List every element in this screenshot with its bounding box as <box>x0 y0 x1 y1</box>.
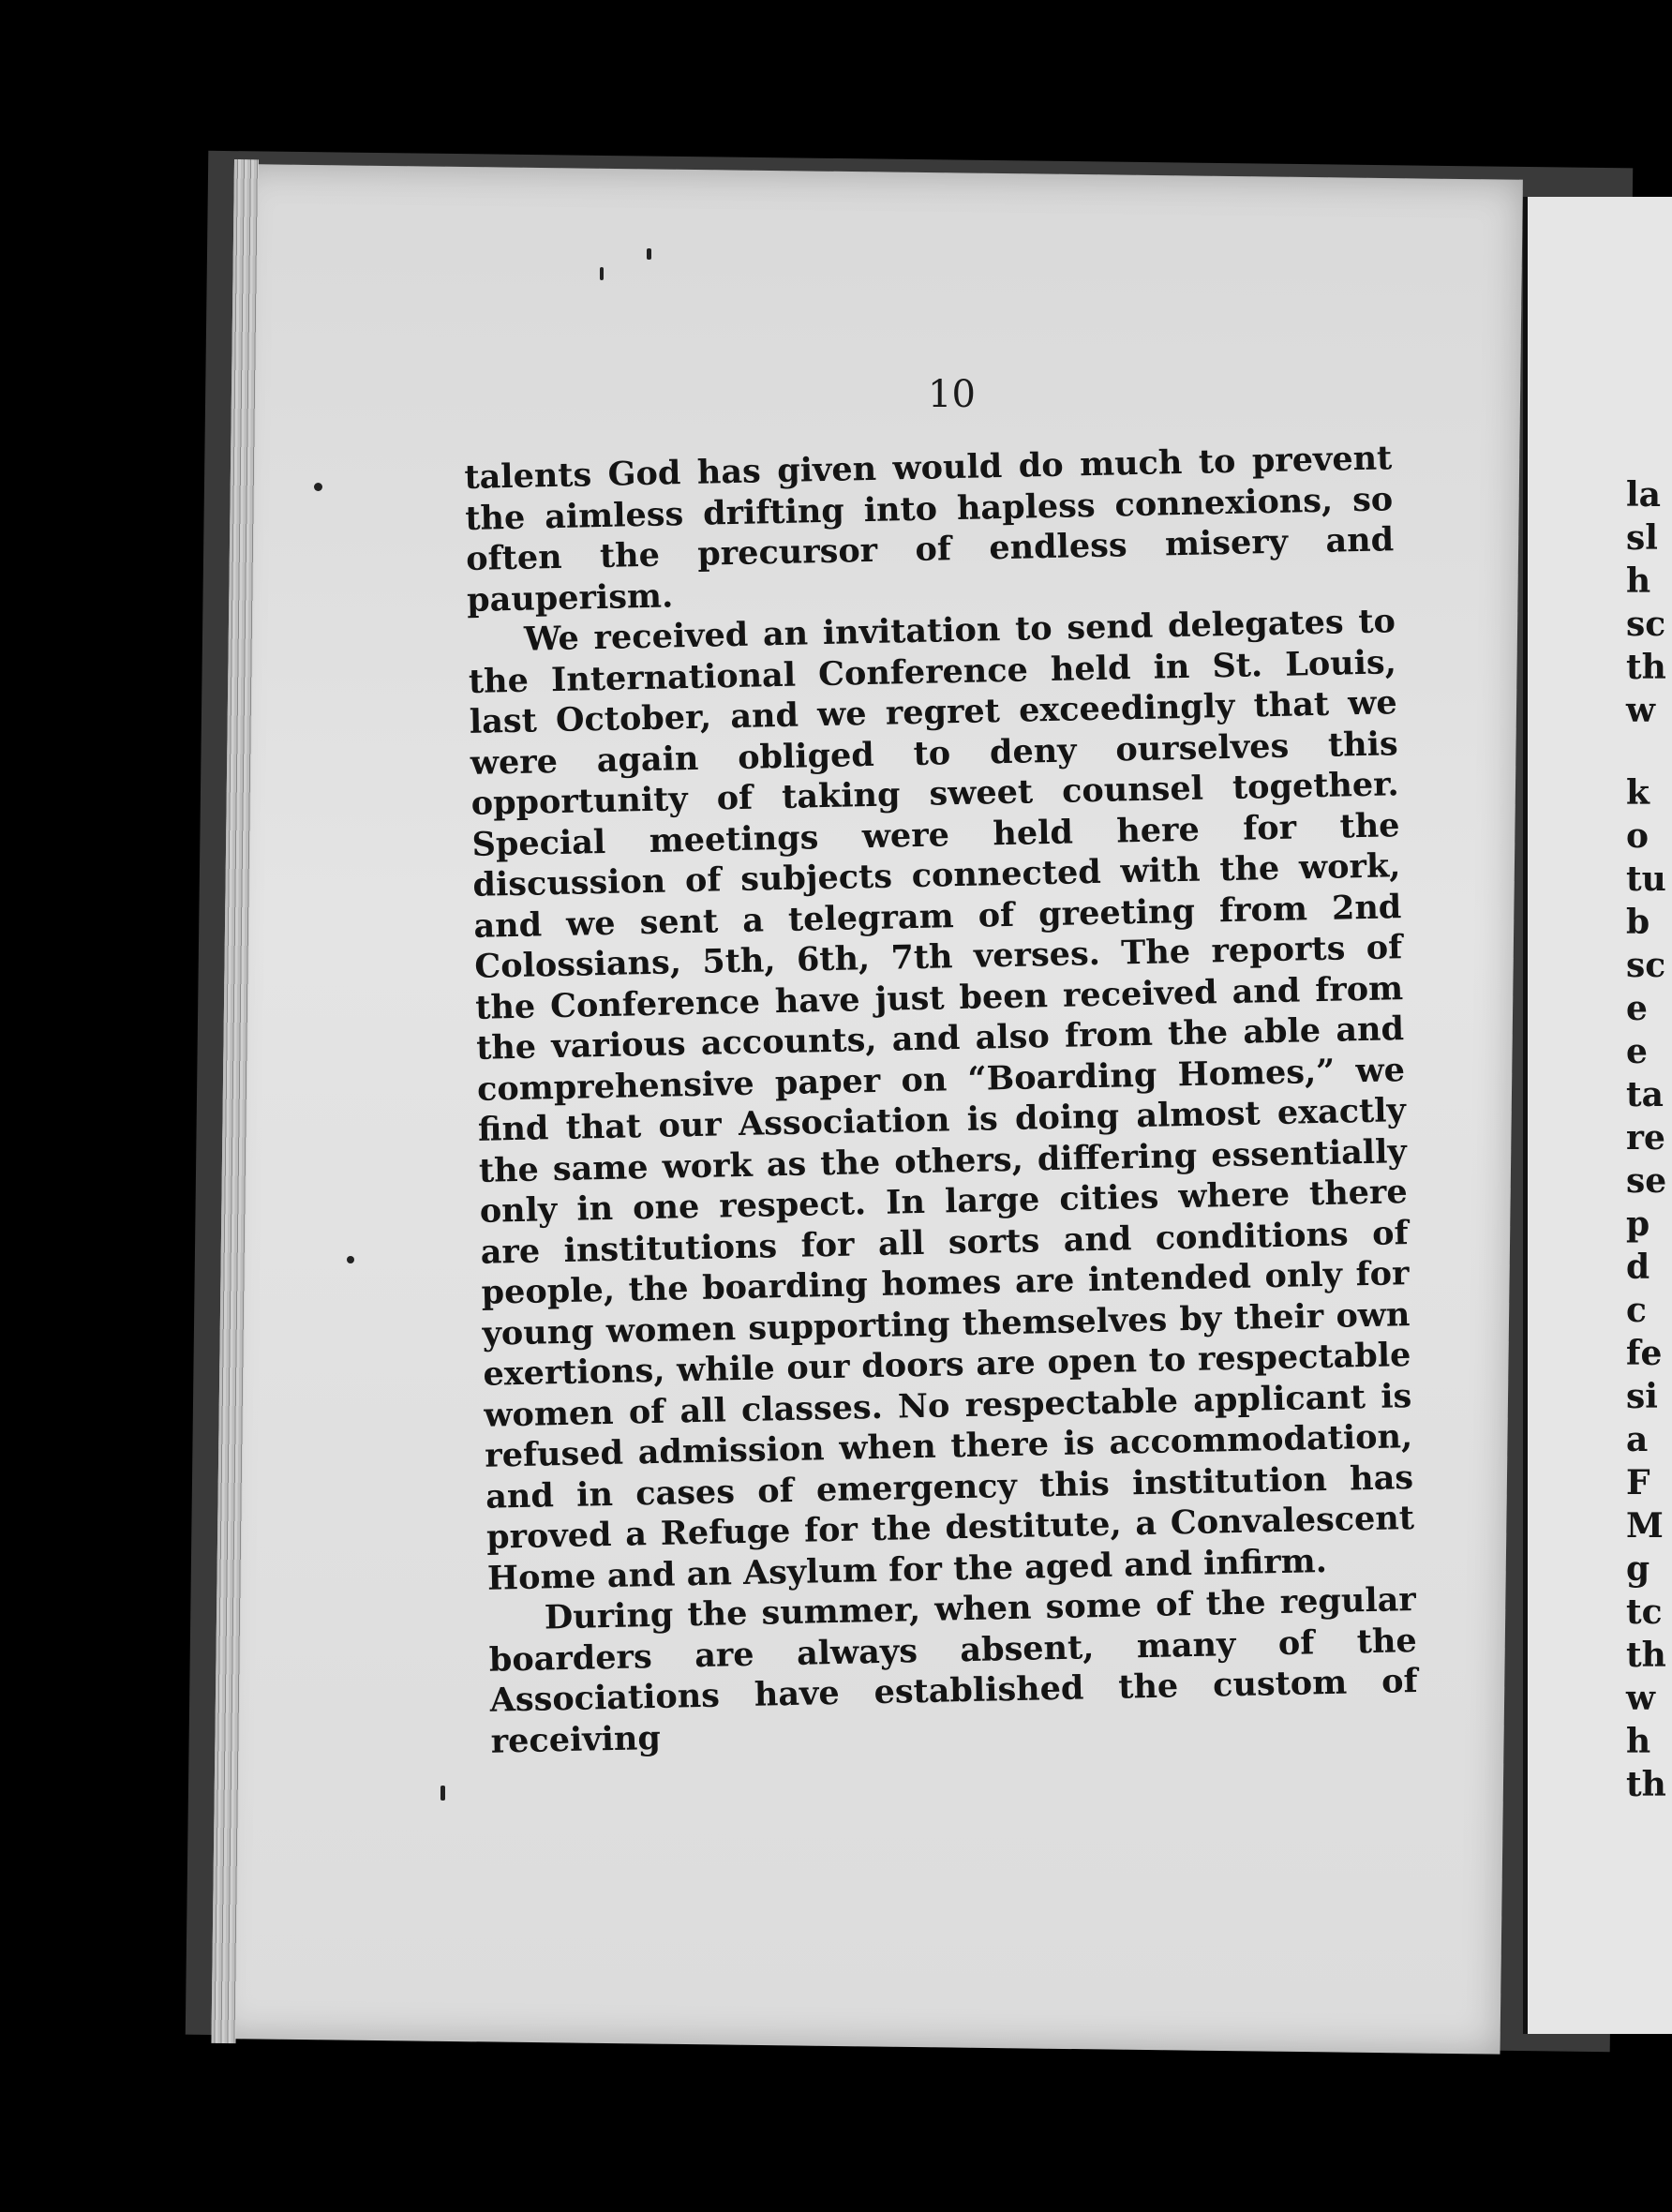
paragraph-3: During the summer, when some of the regular boarders are always absent, many of the Associations have established the custom of receiving <box>488 1579 1418 1761</box>
fragment: se <box>1626 1161 1667 1201</box>
fragment: e <box>1626 1032 1648 1071</box>
fragment: la <box>1626 475 1662 515</box>
fragment: p <box>1626 1204 1650 1244</box>
fragment: ta <box>1626 1075 1664 1114</box>
fragment: h <box>1626 1722 1651 1761</box>
facing-page-text-fragments <box>1626 473 1666 1806</box>
fragment: re <box>1626 1118 1665 1158</box>
ink-speck <box>440 1786 445 1801</box>
fragment: sl <box>1626 518 1658 558</box>
fragment: h <box>1626 561 1651 601</box>
fragment: fe <box>1626 1334 1663 1373</box>
page-number: 10 <box>928 373 976 416</box>
ink-speck <box>647 248 651 260</box>
fragment: a <box>1626 1420 1649 1459</box>
fragment: F <box>1626 1463 1650 1502</box>
fragment: d <box>1626 1248 1650 1287</box>
body-text <box>464 438 1419 1761</box>
ink-speck <box>347 1256 354 1263</box>
fragment: si <box>1626 1377 1658 1416</box>
fragment: k <box>1626 773 1650 813</box>
fragment: w <box>1626 691 1655 730</box>
ink-speck <box>600 267 604 280</box>
fragment: tu <box>1626 859 1666 899</box>
fragment: sc <box>1626 605 1666 644</box>
fragment: th <box>1626 1765 1666 1804</box>
ink-speck <box>314 483 322 491</box>
fragment: th <box>1626 648 1666 687</box>
fragment: b <box>1626 903 1650 942</box>
fragment: w <box>1626 1679 1655 1718</box>
fragment: e <box>1626 989 1648 1028</box>
fragment: c <box>1626 1291 1647 1330</box>
fragment: o <box>1626 816 1650 856</box>
fragment: th <box>1626 1636 1666 1675</box>
paragraph-2: We received an invitation to send delegates to the International Conference held in St. Louis, last October, and we regret exceedingly that we were again obliged to deny ourselves this opportunity of taking sweet counsel together. Special meetings were held here for the discussion of subjects connected with the work, and we sent a telegram of greeting from 2nd Colossians, 5th, 6th, 7th verses. The reports of the Conference have just been received and from the various accounts, and also from the able and comprehensive paper on “Boarding Homes,” we find that our Association is doing almost exactly the same work as the others, differing essentially only in one respect. In large cities where there are institutions for all sorts and conditions of people, the boarding homes are intended only for young women supporting themselves by their own exertions, while our doors are open to respectable women of all classes. No respectable applicant is refused admission when there is accommodation, and in cases of emergency this institution has proved a Refuge for the destitute, a Convalescent Home and an Asylum for the aged and infirm. <box>468 602 1415 1598</box>
fragment: sc <box>1626 946 1666 985</box>
fragment: M <box>1626 1506 1664 1546</box>
fragment: g <box>1626 1549 1650 1589</box>
fragment: tc <box>1626 1592 1663 1632</box>
paragraph-1: talents God has given would do much to prevent the aimless drifting into hapless connexions, so often the precursor of endless misery and pauperism. <box>464 439 1395 620</box>
